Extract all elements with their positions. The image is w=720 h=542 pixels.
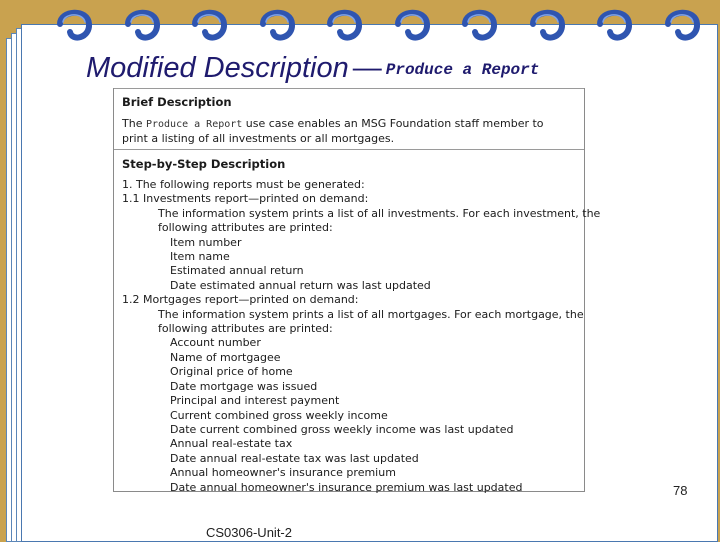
brief-text — [122, 117, 572, 146]
spiral-ring-icon — [590, 2, 638, 50]
attribute-item: Original price of home — [170, 365, 293, 379]
step-line: 1.2 Mortgages report—printed on demand: — [122, 293, 359, 307]
attribute-item: Date estimated annual return was last updated — [170, 278, 431, 292]
spiral-ring-icon — [118, 2, 166, 50]
step-line: following attributes are printed: — [158, 221, 333, 235]
page-number: 78 — [673, 483, 688, 498]
steps-heading: Step-by-Step Description — [122, 157, 286, 171]
attribute-item: Current combined gross weekly income — [170, 408, 388, 422]
step-line: 1.1 Investments report—printed on demand: — [122, 192, 369, 206]
attribute-item: Item number — [170, 235, 242, 249]
title-dash: — — [352, 52, 382, 84]
binder-rings — [0, 0, 720, 60]
step-line: 1. The following reports must be generated: — [122, 178, 365, 191]
spiral-ring-icon — [388, 2, 436, 50]
attribute-item: Annual real-estate tax — [170, 437, 293, 451]
section-divider — [114, 149, 584, 150]
attribute-item: Annual homeowner's insurance premium — [170, 466, 396, 480]
title-text: Modified Description — [86, 52, 349, 84]
attribute-item: Date mortgage was issued — [170, 379, 318, 393]
step-line: The information system prints a list of all investments. For each investment, the — [158, 206, 601, 220]
spiral-ring-icon — [50, 2, 98, 50]
attribute-item: Name of mortgagee — [170, 350, 281, 364]
brief-heading: Brief Description — [122, 95, 232, 109]
attribute-item: Date annual real-estate tax was last updated — [170, 451, 419, 465]
slide-title — [86, 52, 539, 85]
attribute-item: Date annual homeowner's insurance premium was last updated — [170, 480, 523, 494]
figure-top-rule — [114, 88, 584, 89]
step-line: following attributes are printed: — [158, 322, 333, 336]
spiral-ring-icon — [185, 2, 233, 50]
brief-use-case: Produce a Report — [145, 119, 243, 130]
attribute-item: Date current combined gross weekly income was last updated — [170, 422, 514, 436]
step-list — [122, 178, 601, 495]
footer-text: CS0306-Unit-2 — [206, 525, 292, 540]
attribute-item: Item name — [170, 250, 230, 264]
spiral-ring-icon — [455, 2, 503, 50]
use-case-figure — [113, 88, 601, 494]
spiral-ring-icon — [658, 2, 706, 50]
title-use-case: Produce a Report — [385, 61, 540, 79]
brief-post: use case enables an MSG Foundation staff member to print a listing of all investments or all mortgages. — [122, 117, 544, 145]
spiral-ring-icon — [253, 2, 301, 50]
brief-pre: The — [122, 117, 143, 130]
attribute-item: Estimated annual return — [170, 264, 304, 278]
spiral-ring-icon — [320, 2, 368, 50]
spiral-ring-icon — [523, 2, 571, 50]
attribute-item: Account number — [170, 336, 261, 350]
attribute-item: Principal and interest payment — [170, 394, 340, 408]
step-line: The information system prints a list of all mortgages. For each mortgage, the — [158, 307, 584, 321]
